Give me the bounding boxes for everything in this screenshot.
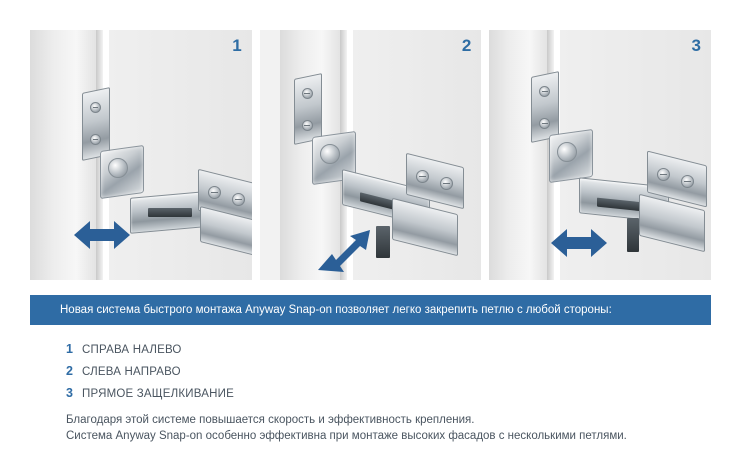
direction-arrow-icon <box>318 226 378 274</box>
screw-icon <box>232 193 245 206</box>
hinge-arm-slot <box>148 208 192 217</box>
screw-icon <box>302 120 313 131</box>
screw-icon <box>440 177 453 190</box>
step-number: 3 <box>66 386 73 400</box>
panel-number: 3 <box>691 36 702 55</box>
step-label: ПРЯМОЕ ЗАЩЕЛКИВАНИЕ <box>82 388 234 400</box>
panel-number: 1 <box>232 36 242 55</box>
footer-line-1: Благодаря этой системе повышается скорость и эффективность крепления. <box>66 414 475 426</box>
list-item <box>66 386 711 400</box>
caption-bar <box>30 295 711 325</box>
list-item <box>66 364 711 378</box>
panel-number: 2 <box>461 36 472 55</box>
direction-arrow-icon <box>551 226 607 260</box>
screw-icon <box>90 134 101 145</box>
hinge-cup-hole <box>108 158 128 178</box>
panel-row <box>30 30 711 280</box>
screw-icon <box>90 102 101 113</box>
step-label: СПРАВА НАЛЕВО <box>82 344 182 356</box>
footer-line-2: Система Anyway Snap-on особенно эффективна при монтаже высоких фасадов с несколькими петлями. <box>66 430 627 442</box>
hinge-step-3-panel <box>489 30 711 280</box>
screw-icon <box>302 88 313 99</box>
direction-arrow-icon <box>74 218 130 252</box>
snap-clip <box>376 226 390 258</box>
list-item <box>66 342 711 356</box>
screw-icon <box>208 186 221 199</box>
screw-icon <box>416 170 429 183</box>
cabinet-door <box>489 30 547 280</box>
snap-clip <box>627 218 639 252</box>
step-number: 1 <box>66 342 73 356</box>
step-list <box>30 342 711 400</box>
hinge-cup-plate <box>294 73 322 145</box>
footer-text <box>30 414 711 442</box>
step-label: СЛЕВА НАПРАВО <box>82 366 181 378</box>
caption-text: Новая система быстрого монтажа Anyway Snap-on позволяет легко закрепить петлю с любой стороны: <box>60 304 612 316</box>
hinge-cup-plate <box>531 71 559 143</box>
step-number: 2 <box>66 364 73 378</box>
hinge-step-2-panel <box>260 30 482 280</box>
hinge-step-1-panel <box>30 30 252 280</box>
hinge-cup-hole <box>320 144 340 164</box>
